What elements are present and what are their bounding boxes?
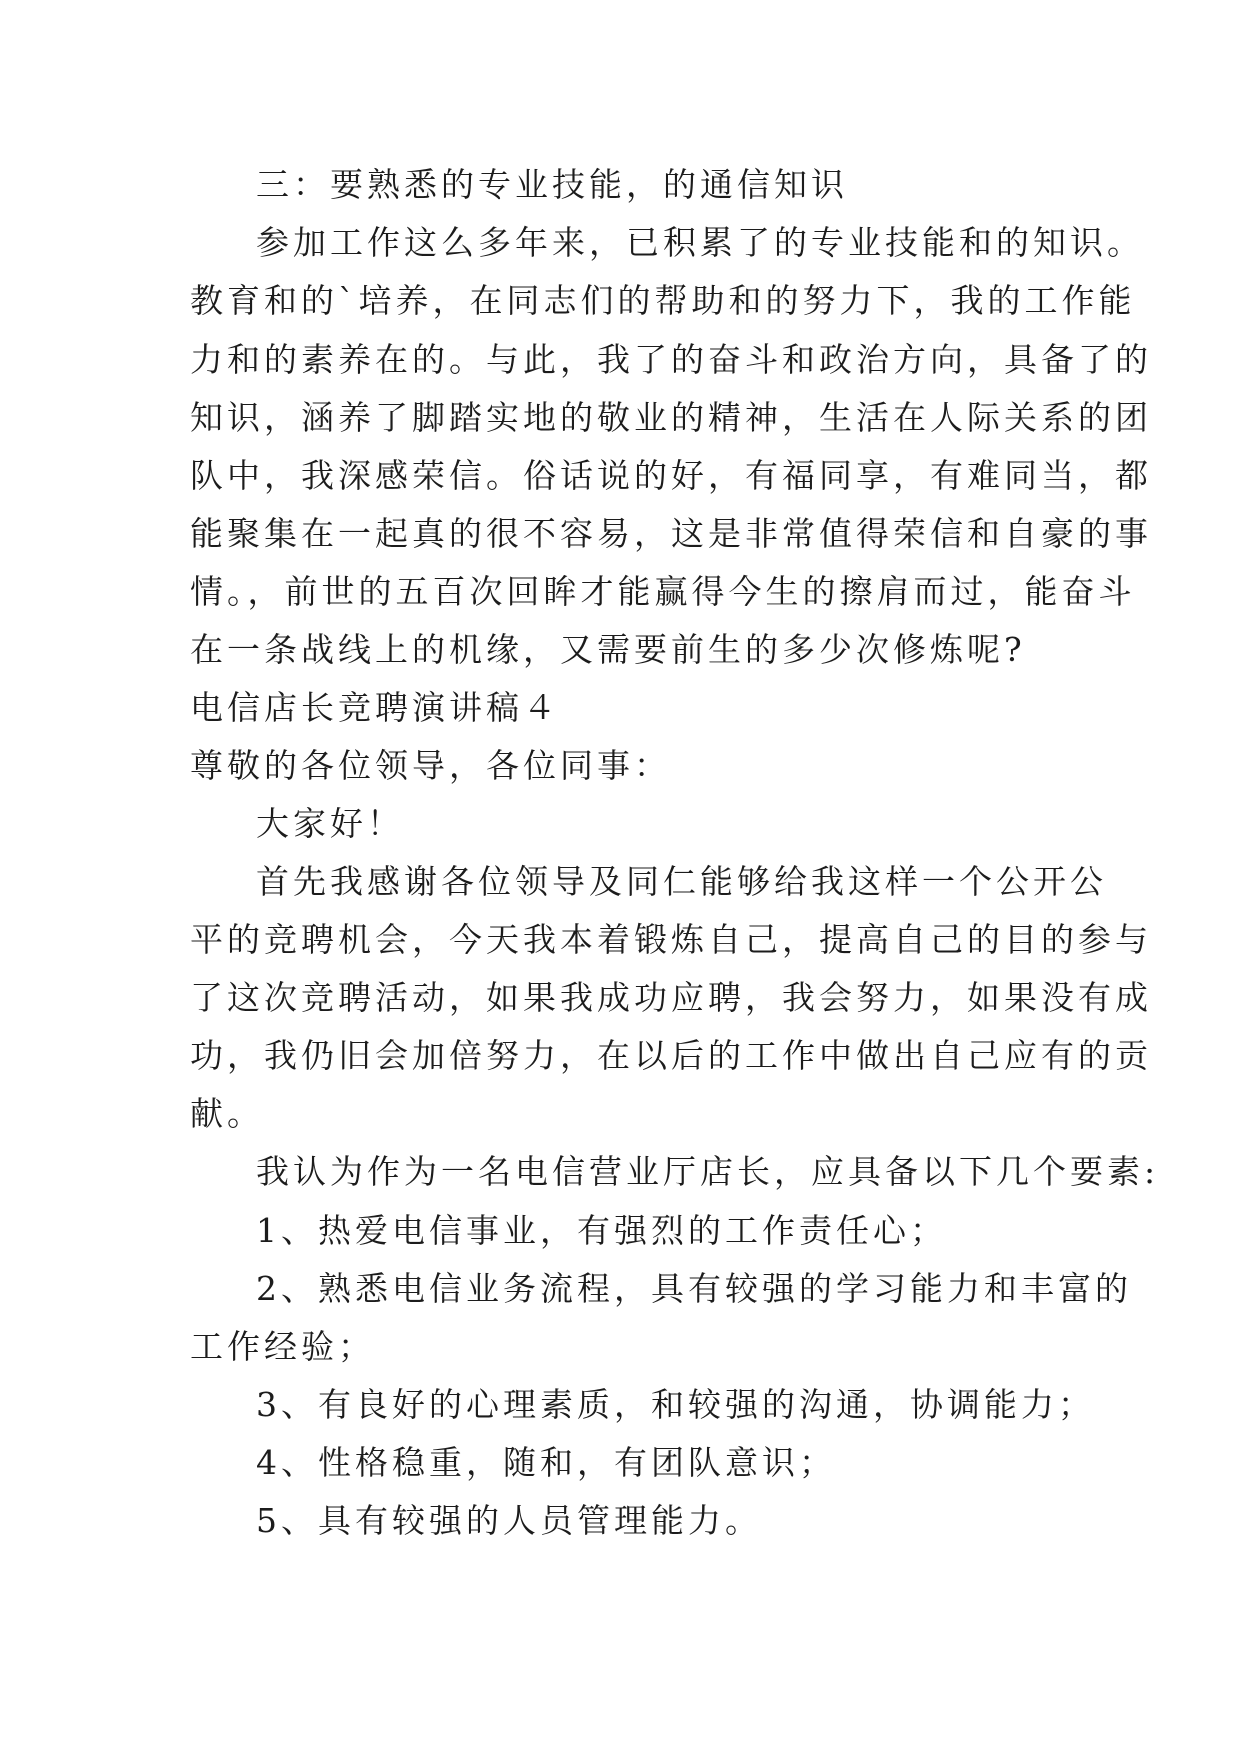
text-line: 参加工作这么多年来，已积累了的专业技能和的知识。	[256, 223, 1144, 262]
text-line: 队中，我深感荣信。俗话说的好，有福同享，有难同当，都	[190, 456, 1152, 495]
text-line: 平的竞聘机会，今天我本着锻炼自己，提高自己的目的参与	[190, 920, 1152, 959]
text-line: 知识，涵养了脚踏实地的敬业的精神，生活在人际关系的团	[190, 398, 1152, 437]
list-item: 3、有良好的心理素质，和较强的沟通，协调能力；	[256, 1385, 1095, 1424]
text-line: 功，我仍旧会加倍努力，在以后的工作中做出自己应有的贡	[190, 1036, 1152, 1075]
list-item: 4、性格稳重，随和，有团队意识；	[256, 1443, 836, 1482]
text-line: 首先我感谢各位领导及同仁能够给我这样一个公开公	[256, 862, 1107, 901]
salutation: 尊敬的各位领导，各位同事：	[190, 746, 671, 785]
text-line: 情。，前世的五百次回眸才能赢得今生的擦肩而过，能奋斗	[190, 572, 1136, 611]
list-item: 1、热爱电信事业，有强烈的工作责任心；	[256, 1211, 947, 1250]
text-line: 了这次竞聘活动，如果我成功应聘，我会努力，如果没有成	[190, 978, 1152, 1017]
text-line: 力和的素养在的。与此，我了的奋斗和政治方向，具备了的	[190, 340, 1152, 379]
text-line: 献。	[190, 1094, 264, 1133]
list-item: 5、具有较强的人员管理能力。	[256, 1501, 762, 1540]
text-line: 在一条战线上的机缘，又需要前生的多少次修炼呢?	[190, 630, 1026, 669]
greeting: 大家好！	[256, 804, 404, 843]
list-item-continuation: 工作经验；	[190, 1327, 375, 1366]
section-heading: 电信店长竞聘演讲稿４	[190, 688, 560, 727]
list-item: 2、熟悉电信业务流程，具有较强的学习能力和丰富的	[256, 1269, 1132, 1308]
text-line: 我认为作为一名电信营业厅店长，应具备以下几个要素:	[256, 1152, 1160, 1191]
text-line: 三：要熟悉的专业技能，的通信知识	[256, 165, 848, 204]
text-line: 能聚集在一起真的很不容易，这是非常值得荣信和自豪的事	[190, 514, 1152, 553]
text-line: 教育和的`培养，在同志们的帮助和的努力下，我的工作能	[190, 281, 1136, 320]
